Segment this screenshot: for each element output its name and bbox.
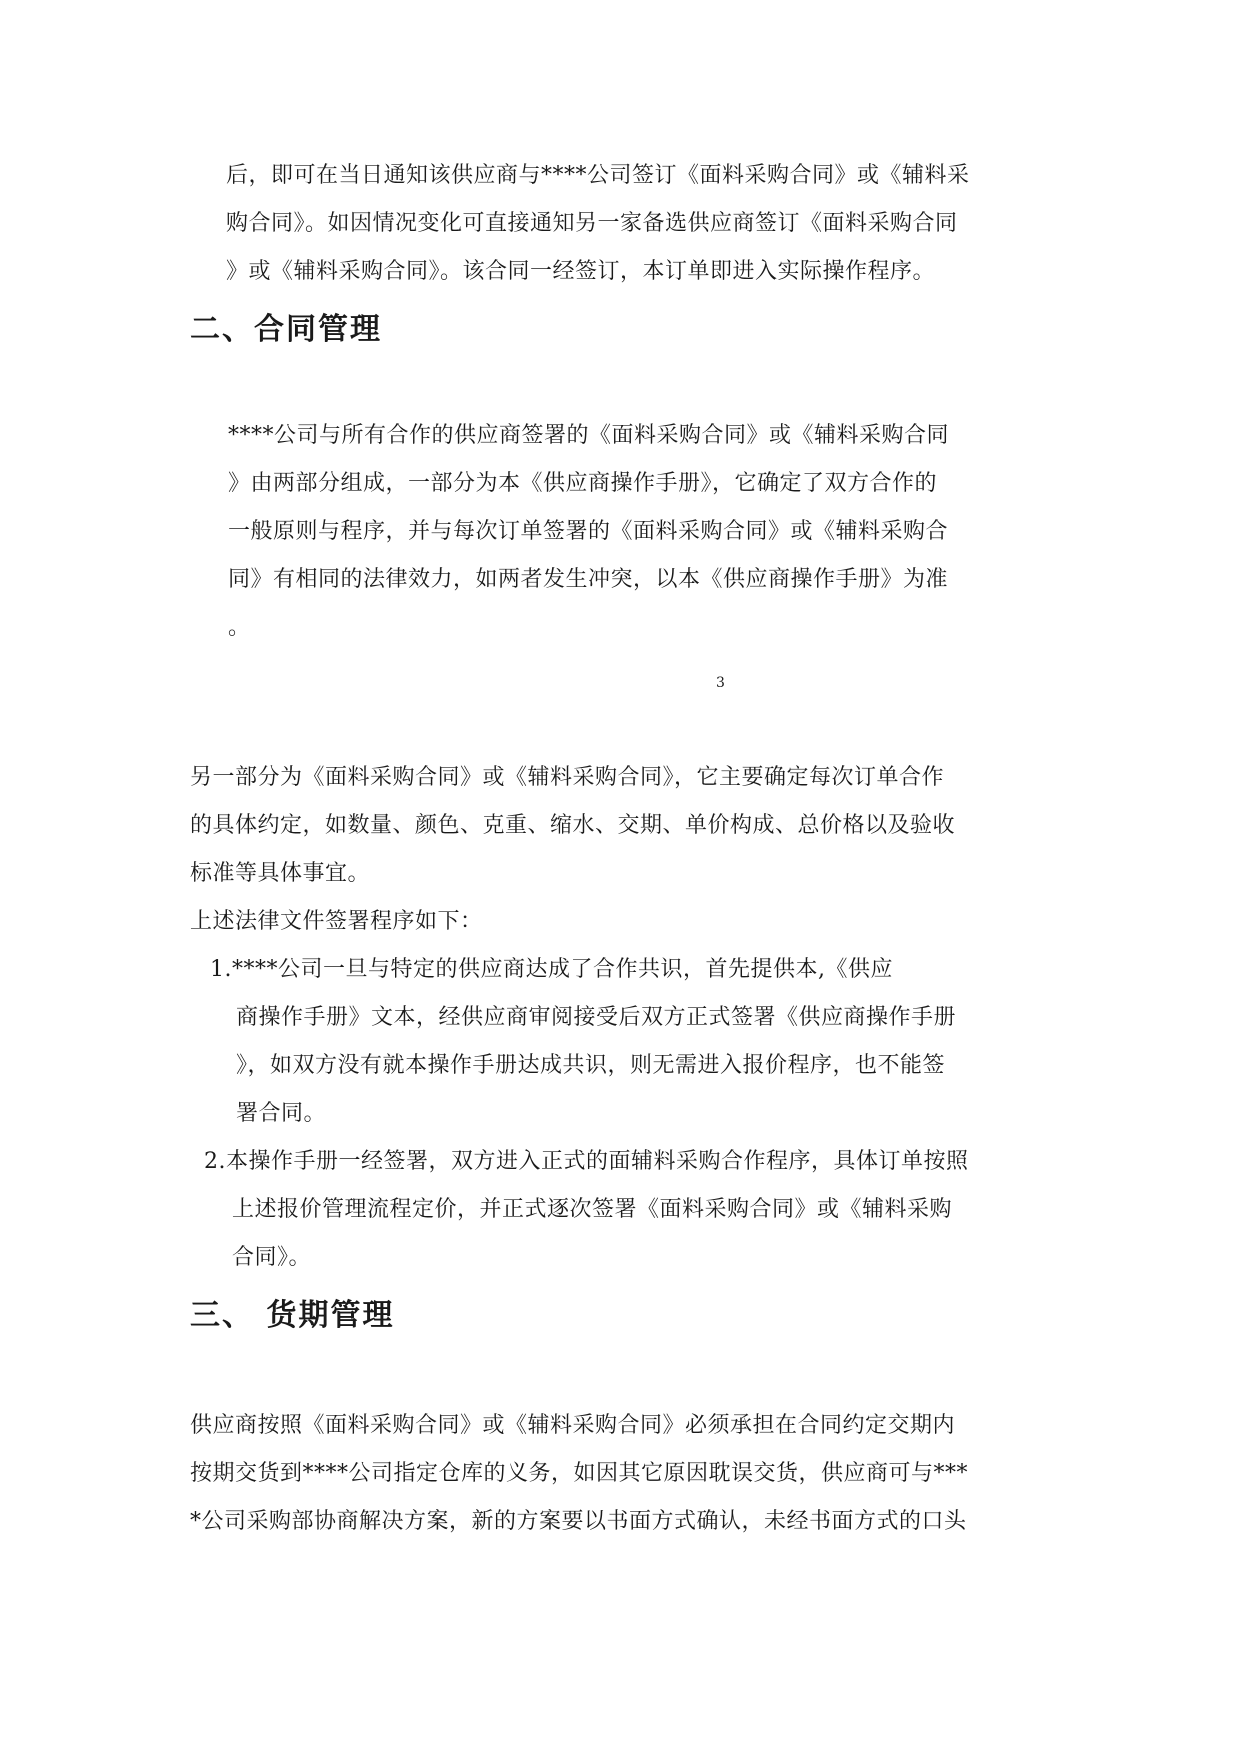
- text-line: 》，如双方没有就本操作手册达成共识，则无需进入报价程序，也不能签: [236, 1053, 946, 1078]
- text-line: 按期交货到****公司指定仓库的义务，如因其它原因耽误交货，供应商可与***: [190, 1461, 969, 1486]
- text-line: 另一部分为《面料采购合同》或《辅料采购合同》，它主要确定每次订单合作: [190, 765, 945, 790]
- text-line: ****公司与所有合作的供应商签署的《面料采购合同》或《辅料采购合同: [228, 423, 950, 448]
- text-line: 合同》。: [232, 1245, 312, 1270]
- text-line: 》由两部分组成，一部分为本《供应商操作手册》，它确定了双方合作的: [228, 471, 938, 496]
- text-line: 后，即可在当日通知该供应商与****公司签订《面料采购合同》或《辅料采: [226, 163, 970, 188]
- text-line: 购合同》。如因情况变化可直接通知另一家备选供应商签订《面料采购合同: [226, 211, 958, 236]
- text-line: *公司采购部协商解决方案，新的方案要以书面方式确认，未经书面方式的口头: [190, 1509, 967, 1534]
- text-line: 商操作手册》文本，经供应商审阅接受后双方正式签署《供应商操作手册: [236, 1005, 957, 1030]
- text-line: 》或《辅料采购合同》。该合同一经签订，本订单即进入实际操作程序。: [226, 259, 936, 284]
- text-line: 上述报价管理流程定价，并正式逐次签署《面料采购合同》或《辅料采购: [232, 1197, 953, 1222]
- text-line: 供应商按照《面料采购合同》或《辅料采购合同》必须承担在合同约定交期内: [190, 1413, 956, 1438]
- section2-para3: 上述法律文件签署程序如下：: [190, 909, 483, 934]
- text-line: 1.****公司一旦与特定的供应商达成了合作共识，首先提供本,《供应: [210, 957, 893, 982]
- text-line: 2.本操作手册一经签署，双方进入正式的面辅料采购合作程序，具体订单按照: [204, 1149, 969, 1174]
- text-line: 署合同。: [236, 1101, 327, 1126]
- text-line: 。: [228, 615, 251, 640]
- text-line: 同》有相同的法律效力，如两者发生冲突，以本《供应商操作手册》为准: [228, 567, 949, 592]
- text-line: 标准等具体事宜。: [190, 861, 371, 886]
- section-heading-delivery: 三、 货期管理: [190, 1298, 395, 1333]
- page-number: 3: [716, 675, 725, 691]
- section-heading-contract: 二、合同管理: [190, 312, 382, 347]
- text-line: 一般原则与程序，并与每次订单签署的《面料采购合同》或《辅料采购合: [228, 519, 949, 544]
- text-line: 的具体约定，如数量、颜色、克重、缩水、交期、单价构成、总价格以及验收: [190, 813, 956, 838]
